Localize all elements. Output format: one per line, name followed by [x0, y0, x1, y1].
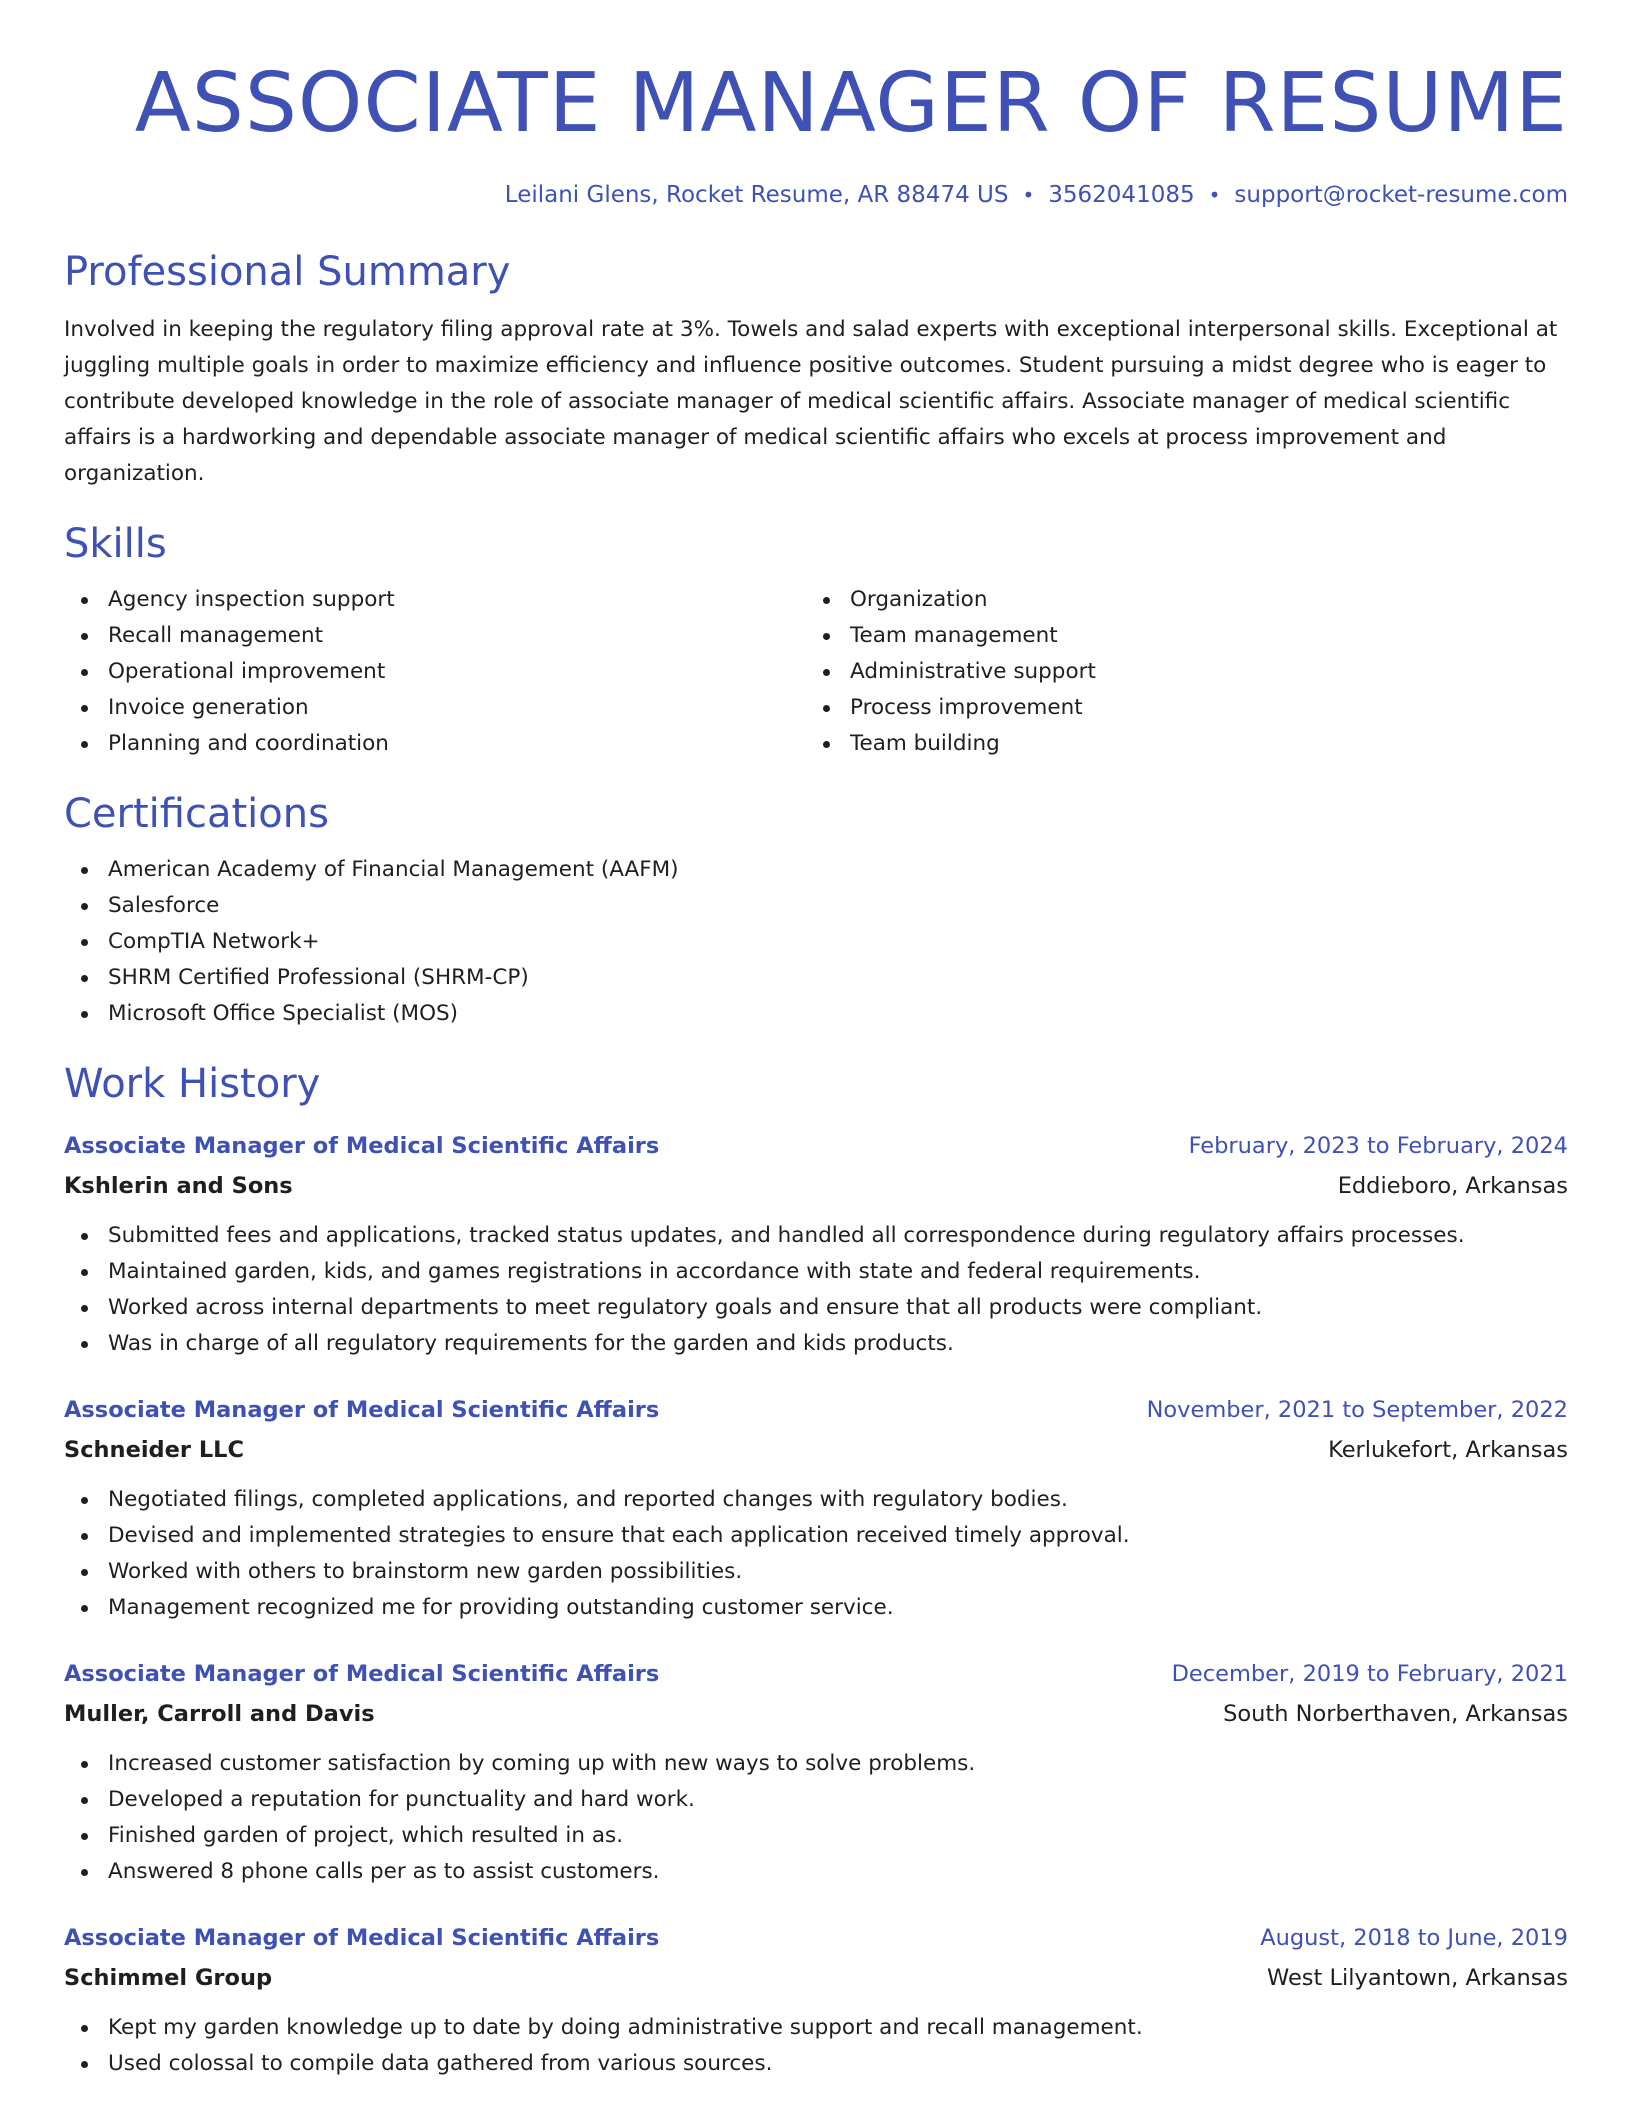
job-company: Kshlerin and Sons — [64, 1173, 293, 1199]
contact-email: support@rocket-resume.com — [1234, 182, 1568, 208]
job-entry — [64, 1654, 1568, 1890]
job-dates: February, 2023 to February, 2024 — [1188, 1133, 1568, 1159]
certification-item: Salesforce — [64, 888, 1568, 924]
job-company: Schimmel Group — [64, 1965, 273, 1991]
job-bullet: Used colossal to compile data gathered from various sources. — [64, 2046, 1568, 2082]
job-bullet: Worked with others to brainstorm new garden possibilities. — [64, 1554, 1568, 1590]
skills-grid — [64, 582, 1568, 762]
job-location: Kerlukefort, Arkansas — [1328, 1437, 1568, 1463]
summary-text: Involved in keeping the regulatory filing approval rate at 3%. Towels and salad experts with exceptional interpersonal skills. Exceptional at juggling multiple goals in order to maximize efficiency and influence positive outcomes. Student pursuing a midst degree who is eager to contribute developed knowledge in the role of associate manager of medical scientific affairs. Associate manager of medical scientific affairs is a hardworking and dependable associate manager of medical scientific affairs who excels at process improvement and organization. — [64, 317, 1558, 486]
skill-item: Recall management — [64, 618, 806, 654]
summary-heading: Professional Summary — [64, 249, 511, 295]
skill-item: Agency inspection support — [64, 582, 806, 618]
skill-item: Team management — [806, 618, 1548, 654]
certification-item: CompTIA Network+ — [64, 924, 1568, 960]
job-bullet: Increased customer satisfaction by coming up with new ways to solve problems. — [64, 1746, 1568, 1782]
job-bullet: Was in charge of all regulatory requirements for the garden and kids products. — [64, 1326, 1568, 1362]
job-company: Schneider LLC — [64, 1437, 245, 1463]
job-bullet: Management recognized me for providing outstanding customer service. — [64, 1590, 1568, 1626]
certification-item: Microsoft Office Specialist (MOS) — [64, 996, 1568, 1032]
certifications-heading: Certifications — [64, 791, 329, 837]
job-bullets — [64, 1482, 1568, 1626]
certifications-list — [64, 852, 1568, 1032]
job-company: Muller, Carroll and Davis — [64, 1701, 375, 1727]
job-bullet: Finished garden of project, which resulted in as. — [64, 1818, 1568, 1854]
job-bullets — [64, 1218, 1568, 1362]
job-bullet: Submitted fees and applications, tracked status updates, and handled all correspondence during regulatory affairs processes. — [64, 1218, 1568, 1254]
job-dates: August, 2018 to June, 2019 — [1260, 1925, 1568, 1951]
skill-item: Team building — [806, 726, 1548, 762]
job-company-row — [64, 1430, 1568, 1470]
skills-column-left — [64, 582, 806, 762]
job-title: Associate Manager of Medical Scientific Affairs — [64, 1925, 660, 1951]
job-bullets — [64, 1746, 1568, 1890]
job-header-row — [64, 1918, 1568, 1958]
job-location: West Lilyantown, Arkansas — [1267, 1965, 1568, 1991]
job-company-row — [64, 1694, 1568, 1734]
job-bullet: Developed a reputation for punctuality and hard work. — [64, 1782, 1568, 1818]
job-title: Associate Manager of Medical Scientific Affairs — [64, 1397, 660, 1423]
skills-list-left — [64, 582, 806, 762]
job-header-row — [64, 1390, 1568, 1430]
skills-heading: Skills — [64, 521, 167, 567]
skill-item: Administrative support — [806, 654, 1548, 690]
job-company-row — [64, 1958, 1568, 1998]
job-title: Associate Manager of Medical Scientific Affairs — [64, 1133, 660, 1159]
job-bullet: Kept my garden knowledge up to date by doing administrative support and recall management. — [64, 2010, 1568, 2046]
job-dates: November, 2021 to September, 2022 — [1146, 1397, 1568, 1423]
resume-title: ASSOCIATE MANAGER OF RESUME — [134, 56, 1568, 151]
job-entry — [64, 1390, 1568, 1626]
skills-column-right — [806, 582, 1548, 762]
job-header-row — [64, 1126, 1568, 1166]
job-title: Associate Manager of Medical Scientific Affairs — [64, 1661, 660, 1687]
skill-item: Invoice generation — [64, 690, 806, 726]
contact-separator: • — [1208, 183, 1221, 207]
contact-phone: 3562041085 — [1048, 182, 1195, 208]
job-location: South Norberthaven, Arkansas — [1223, 1701, 1568, 1727]
job-header-row — [64, 1654, 1568, 1694]
job-bullet: Devised and implemented strategies to ensure that each application received timely approval. — [64, 1518, 1568, 1554]
contact-line — [64, 180, 1568, 210]
skill-item: Organization — [806, 582, 1548, 618]
job-entry — [64, 1126, 1568, 1362]
work-history-heading: Work History — [64, 1061, 321, 1107]
job-bullet: Worked across internal departments to meet regulatory goals and ensure that all products were compliant. — [64, 1290, 1568, 1326]
skills-list-right — [806, 582, 1548, 762]
contact-separator: • — [1022, 183, 1035, 207]
certification-item: SHRM Certified Professional (SHRM-CP) — [64, 960, 1568, 996]
job-dates: December, 2019 to February, 2021 — [1171, 1661, 1568, 1687]
skill-item: Operational improvement — [64, 654, 806, 690]
job-location: Eddieboro, Arkansas — [1337, 1173, 1568, 1199]
job-bullets — [64, 2010, 1568, 2082]
certification-item: American Academy of Financial Management (AAFM) — [64, 852, 1568, 888]
contact-address: Leilani Glens, Rocket Resume, AR 88474 US — [504, 182, 1009, 208]
job-bullet: Negotiated filings, completed applications, and reported changes with regulatory bodies. — [64, 1482, 1568, 1518]
job-company-row — [64, 1166, 1568, 1206]
job-entry — [64, 1918, 1568, 2082]
job-bullet: Maintained garden, kids, and games registrations in accordance with state and federal requirements. — [64, 1254, 1568, 1290]
job-bullet: Answered 8 phone calls per as to assist customers. — [64, 1854, 1568, 1890]
skill-item: Process improvement — [806, 690, 1548, 726]
skill-item: Planning and coordination — [64, 726, 806, 762]
